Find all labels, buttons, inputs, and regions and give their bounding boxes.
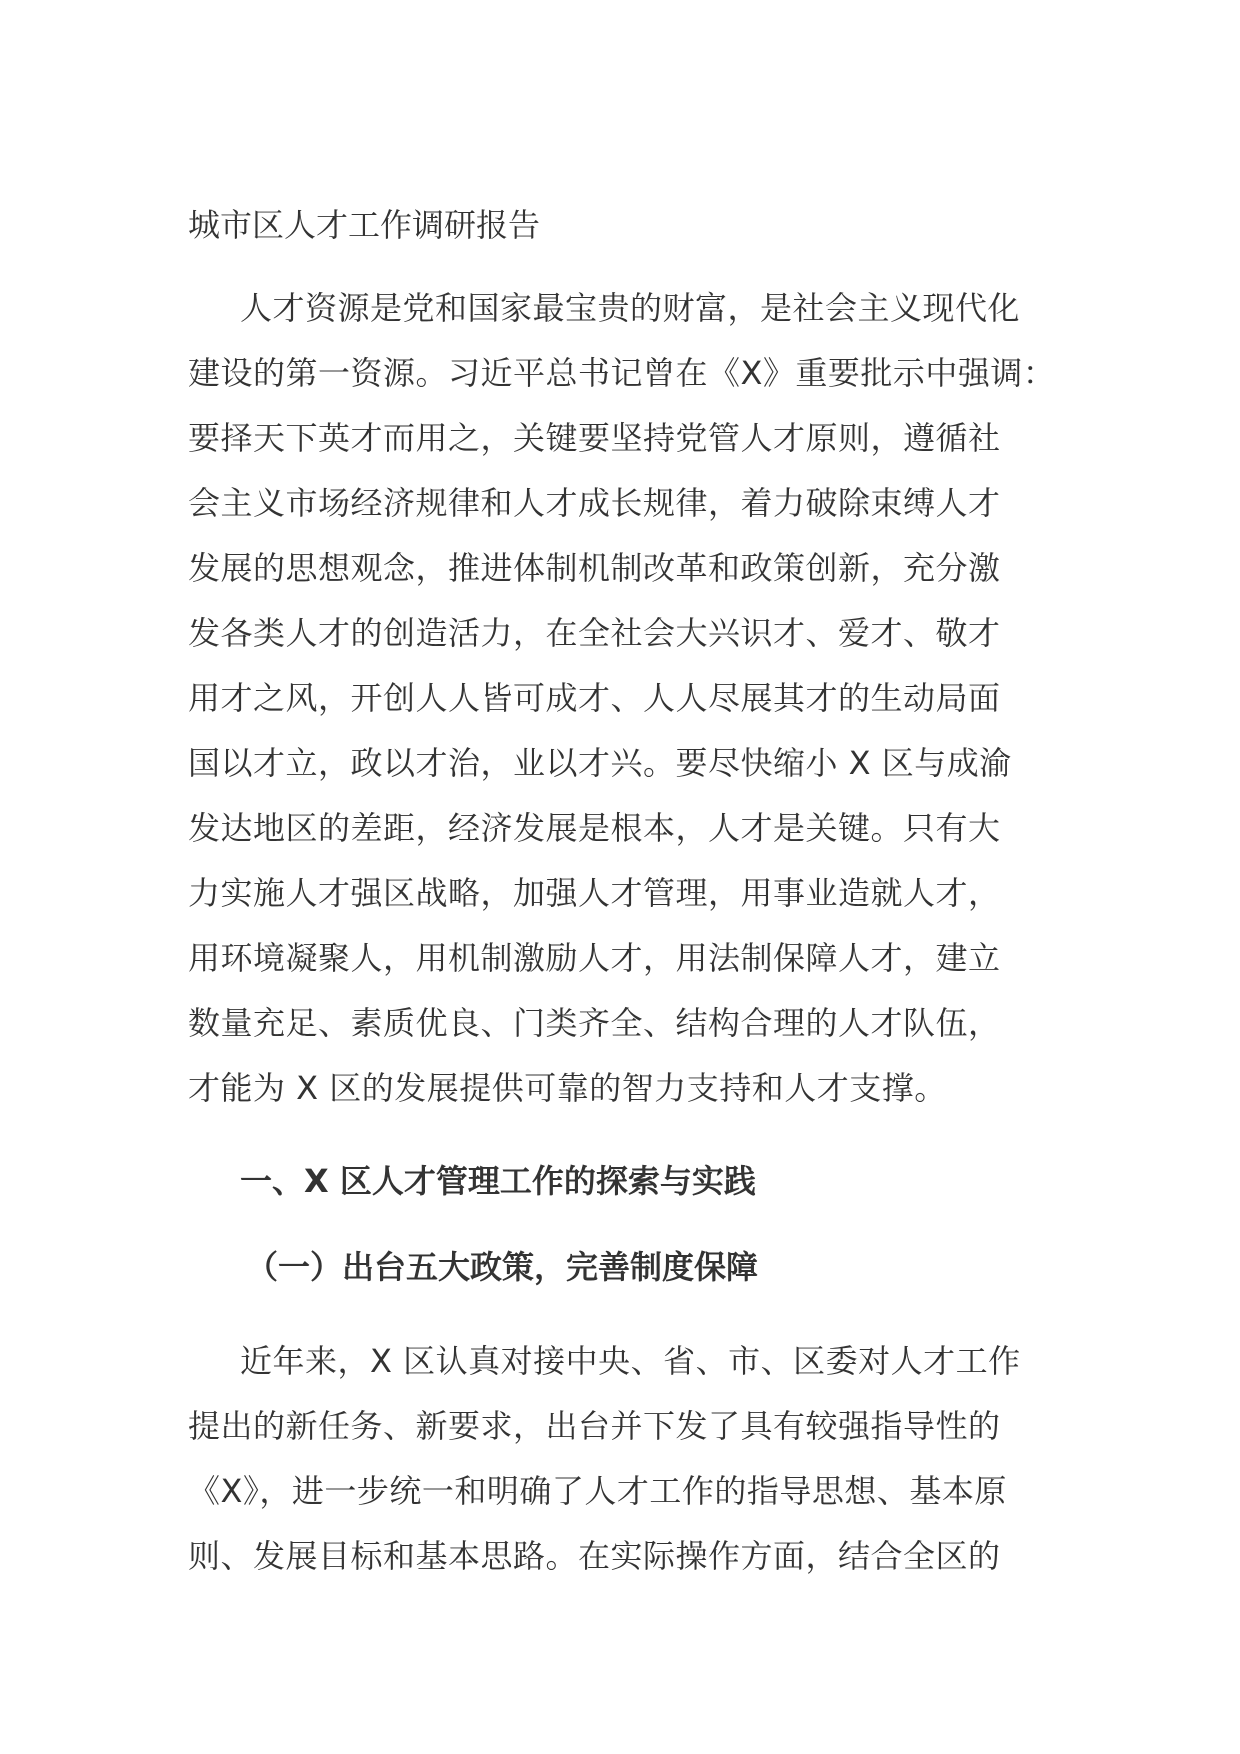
body-paragraph bbox=[188, 1329, 1068, 1589]
paragraph-line: 数量充足、素质优良、门类齐全、结构合理的人才队伍， bbox=[188, 1004, 1001, 1042]
paragraph-line: 提出的新任务、新要求，出台并下发了具有较强指导性的 bbox=[188, 1407, 1001, 1445]
document-title: 城市区人才工作调研报告 bbox=[188, 206, 541, 244]
paragraph-line: 发各类人才的创造活力，在全社会大兴识才、爱才、敬才 bbox=[188, 614, 1001, 652]
paragraph-line: 建设的第一资源。习近平总书记曾在《X》重要批示中强调： bbox=[188, 354, 1056, 392]
paragraph-line: 近年来，X 区认真对接中央、省、市、区委对人才工作 bbox=[240, 1342, 1021, 1380]
paragraph-line: 才能为 X 区的发展提供可靠的智力支持和人才支撑。 bbox=[188, 1069, 947, 1107]
intro-paragraph bbox=[188, 276, 1068, 1121]
paragraph-line: 发展的思想观念，推进体制机制改革和政策创新，充分激 bbox=[188, 549, 1001, 587]
paragraph-line: 人才资源是党和国家最宝贵的财富，是社会主义现代化 bbox=[240, 289, 1021, 327]
paragraph-line: 用才之风，开创人人皆可成才、人人尽展其才的生动局面 bbox=[188, 679, 1001, 717]
paragraph-line: 则、发展目标和基本思路。在实际操作方面，结合全区的 bbox=[188, 1537, 1001, 1575]
paragraph-line: 会主义市场经济规律和人才成长规律，着力破除束缚人才 bbox=[188, 484, 1001, 522]
paragraph-line: 《X》，进一步统一和明确了人才工作的指导思想、基本原 bbox=[188, 1472, 1007, 1510]
paragraph-line: 要择天下英才而用之，关键要坚持党管人才原则，遵循社 bbox=[188, 419, 1001, 457]
paragraph-line: 力实施人才强区战略，加强人才管理，用事业造就人才， bbox=[188, 874, 1001, 912]
subsection-heading: （一）出台五大政策，完善制度保障 bbox=[246, 1248, 759, 1286]
paragraph-line: 国以才立，政以才治，业以才兴。要尽快缩小 X 区与成渝 bbox=[188, 744, 1012, 782]
paragraph-line: 发达地区的差距，经济发展是根本，人才是关键。只有大 bbox=[188, 809, 1001, 847]
section-heading: 一、X 区人才管理工作的探索与实践 bbox=[240, 1162, 756, 1200]
paragraph-line: 用环境凝聚人，用机制激励人才，用法制保障人才，建立 bbox=[188, 939, 1001, 977]
